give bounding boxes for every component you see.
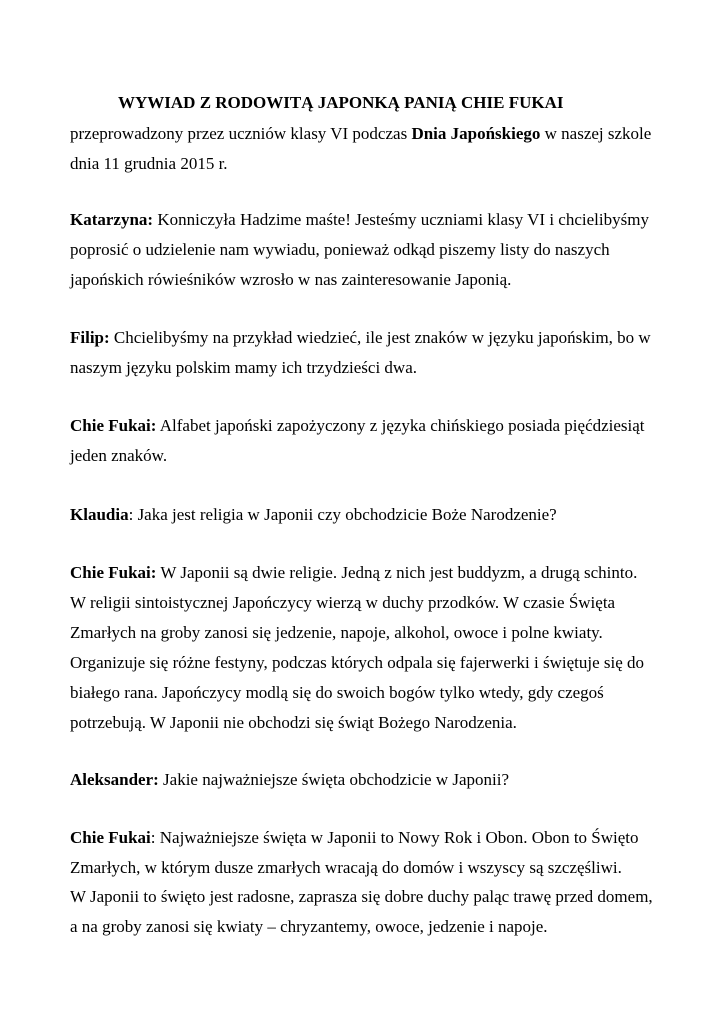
- paragraph-text: Alfabet japoński zapożyczony z języka chińskiego posiada pięćdziesiąt: [156, 416, 645, 435]
- paragraph-line: potrzebują. W Japonii nie obchodzi się świąt Bożego Narodzenia.: [70, 713, 517, 732]
- document-title: WYWIAD Z RODOWITĄ JAPONKĄ PANIĄ CHIE FUKAI: [118, 93, 564, 112]
- speaker-name: Chie Fukai: [70, 828, 151, 847]
- paragraph-text: W Japonii są dwie religie. Jedną z nich jest buddyzm, a drugą schinto.: [156, 563, 638, 582]
- paragraph-text: Chcielibyśmy na przykład wiedzieć, ile jest znaków w języku japońskim, bo w: [109, 328, 651, 347]
- paragraph-line: japońskich rówieśników wzrosło w nas zainteresowanie Japonią.: [70, 270, 512, 289]
- paragraph-line: białego rana. Japończycy modlą się do swoich bogów tylko wtedy, gdy czegoś: [70, 683, 604, 702]
- paragraph-text: : Jaka jest religia w Japonii czy obchodzicie Boże Narodzenie?: [128, 505, 557, 524]
- paragraph-line: [70, 505, 557, 525]
- paragraph-line: [70, 416, 645, 436]
- paragraph-line: Zmarłych na groby zanosi się jedzenie, napoje, alkohol, owoce i polne kwiaty.: [70, 623, 603, 642]
- paragraph-text: : Najważniejsze święta w Japonii to Nowy Rok i Obon. Obon to Święto: [150, 828, 639, 847]
- paragraph-line: Zmarłych, w którym dusze zmarłych wracają do domów i wszyscy są szczęśliwi.: [70, 858, 622, 877]
- paragraph-line: poprosić o udzielenie nam wywiadu, ponieważ odkąd piszemy listy do naszych: [70, 240, 610, 259]
- paragraph-line: W Japonii to święto jest radosne, zaprasza się dobre duchy paląc trawę przed domem,: [70, 887, 653, 906]
- intro-text: w naszej szkole: [540, 124, 652, 143]
- paragraph-text: Jakie najważniejsze święta obchodzicie w Japonii?: [158, 770, 510, 789]
- speaker-name: Klaudia: [70, 505, 129, 524]
- intro-line-1: [70, 124, 651, 144]
- speaker-name: Katarzyna:: [70, 210, 154, 229]
- paragraph-line: [70, 770, 509, 790]
- paragraph-line: W religii sintoistycznej Japończycy wierzą w duchy przodków. W czasie Święta: [70, 593, 616, 612]
- paragraph-line: [70, 828, 639, 848]
- paragraph-line: a na groby zanosi się kwiaty – chryzantemy, owoce, jedzenie i napoje.: [70, 917, 548, 936]
- paragraph-line: [70, 210, 649, 230]
- paragraph-text: Konniczyła Hadzime maśte! Jesteśmy uczniami klasy VI i chcielibyśmy: [153, 210, 649, 229]
- intro-line-2: dnia 11 grudnia 2015 r.: [70, 154, 228, 173]
- paragraph-line: Organizuje się różne festyny, podczas których odpala się fajerwerki i świętuje się do: [70, 653, 645, 672]
- speaker-name: Chie Fukai:: [70, 563, 157, 582]
- speaker-name: Filip:: [70, 328, 110, 347]
- paragraph-line: naszym języku polskim mamy ich trzydzieści dwa.: [70, 358, 417, 377]
- speaker-name: Aleksander:: [70, 770, 159, 789]
- intro-text: przeprowadzony przez uczniów klasy VI podczas: [70, 124, 412, 143]
- paragraph-line: [70, 328, 651, 348]
- speaker-name: Chie Fukai:: [70, 416, 157, 435]
- intro-bold-text: Dnia Japońskiego: [411, 124, 541, 143]
- paragraph-line: jeden znaków.: [70, 446, 168, 465]
- paragraph-line: [70, 563, 637, 583]
